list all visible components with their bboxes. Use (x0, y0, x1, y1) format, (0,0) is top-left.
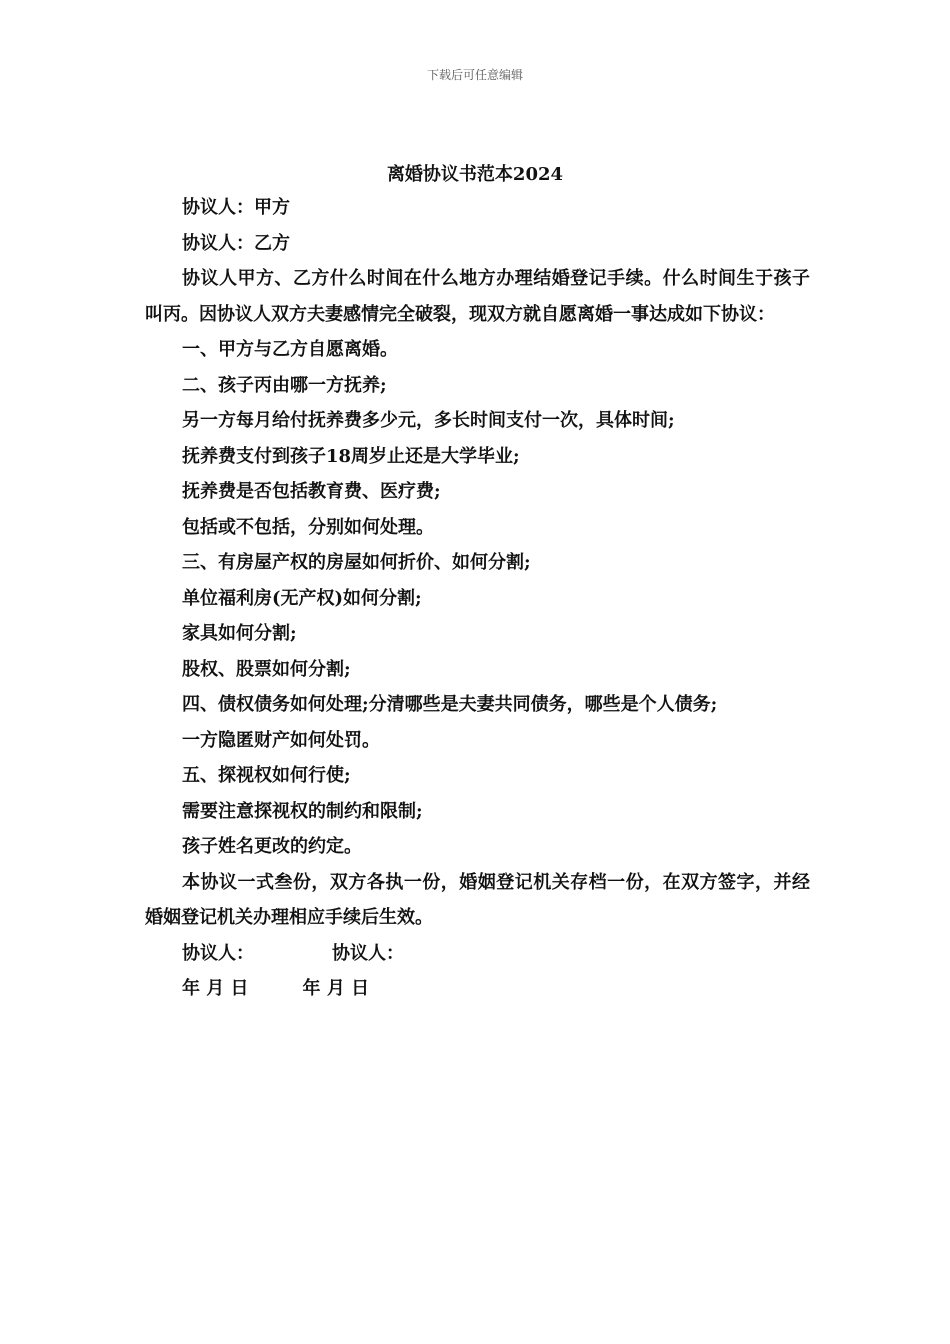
paragraph-furniture: 家具如何分割; (182, 623, 297, 644)
paragraph-clause-3: 三、有房屋产权的房屋如何折价、如何分割; (182, 552, 531, 573)
paragraph-visitation-limits: 需要注意探视权的制约和限制; (182, 800, 423, 822)
paragraph-support-duration: 抚养费支付到孩子18周岁止还是大学毕业; (182, 445, 520, 467)
document-title: 离婚协议书范本2024 (386, 164, 564, 185)
paragraph-party-b: 协议人：乙方 (182, 232, 290, 254)
document-body (145, 190, 810, 1007)
paragraph-intro: 协议人甲方、乙方什么时间在什么地方办理结婚登记手续。什么时间生于孩子叫丙。因协议人双方夫妻感情完全破裂，现双方就自愿离婚一事达成如下协议： (145, 268, 810, 325)
signature-date-a: 年 月 日 (182, 978, 249, 999)
paragraph-clause-5: 五、探视权如何行使; (182, 765, 351, 786)
header-note: 下载后可任意编辑 (426, 68, 523, 82)
paragraph-clause-4: 四、债权债务如何处理;分清哪些是夫妻共同债务，哪些是个人债务; (182, 694, 718, 715)
paragraph-support-handling: 包括或不包括，分别如何处理。 (182, 516, 434, 538)
paragraph-stocks: 股权、股票如何分割; (182, 658, 351, 680)
paragraph-name-change: 孩子姓名更改的约定。 (182, 836, 362, 857)
signature-party-b-label: 协议人： (332, 942, 404, 964)
signature-party-a-label: 协议人： (182, 942, 254, 964)
paragraph-hidden-assets: 一方隐匿财产如何处罚。 (182, 729, 380, 751)
paragraph-effect: 本协议一式叁份，双方各执一份，婚姻登记机关存档一份，在双方签字，并经婚姻登记机关办理相应手续后生效。 (145, 871, 810, 928)
paragraph-support-scope: 抚养费是否包括教育费、医疗费; (182, 481, 441, 502)
paragraph-clause-1: 一、甲方与乙方自愿离婚。 (182, 339, 398, 360)
date-line (145, 971, 810, 1007)
paragraph-welfare-housing: 单位福利房(无产权)如何分割; (182, 587, 422, 609)
signature-date-b: 年 月 日 (302, 978, 370, 999)
paragraph-support-amount: 另一方每月给付抚养费多少元，多长时间支付一次，具体时间; (182, 410, 675, 431)
paragraph-clause-2: 二、孩子丙由哪一方抚养; (182, 374, 387, 396)
signature-line (145, 936, 810, 972)
paragraph-party-a: 协议人：甲方 (182, 197, 290, 218)
